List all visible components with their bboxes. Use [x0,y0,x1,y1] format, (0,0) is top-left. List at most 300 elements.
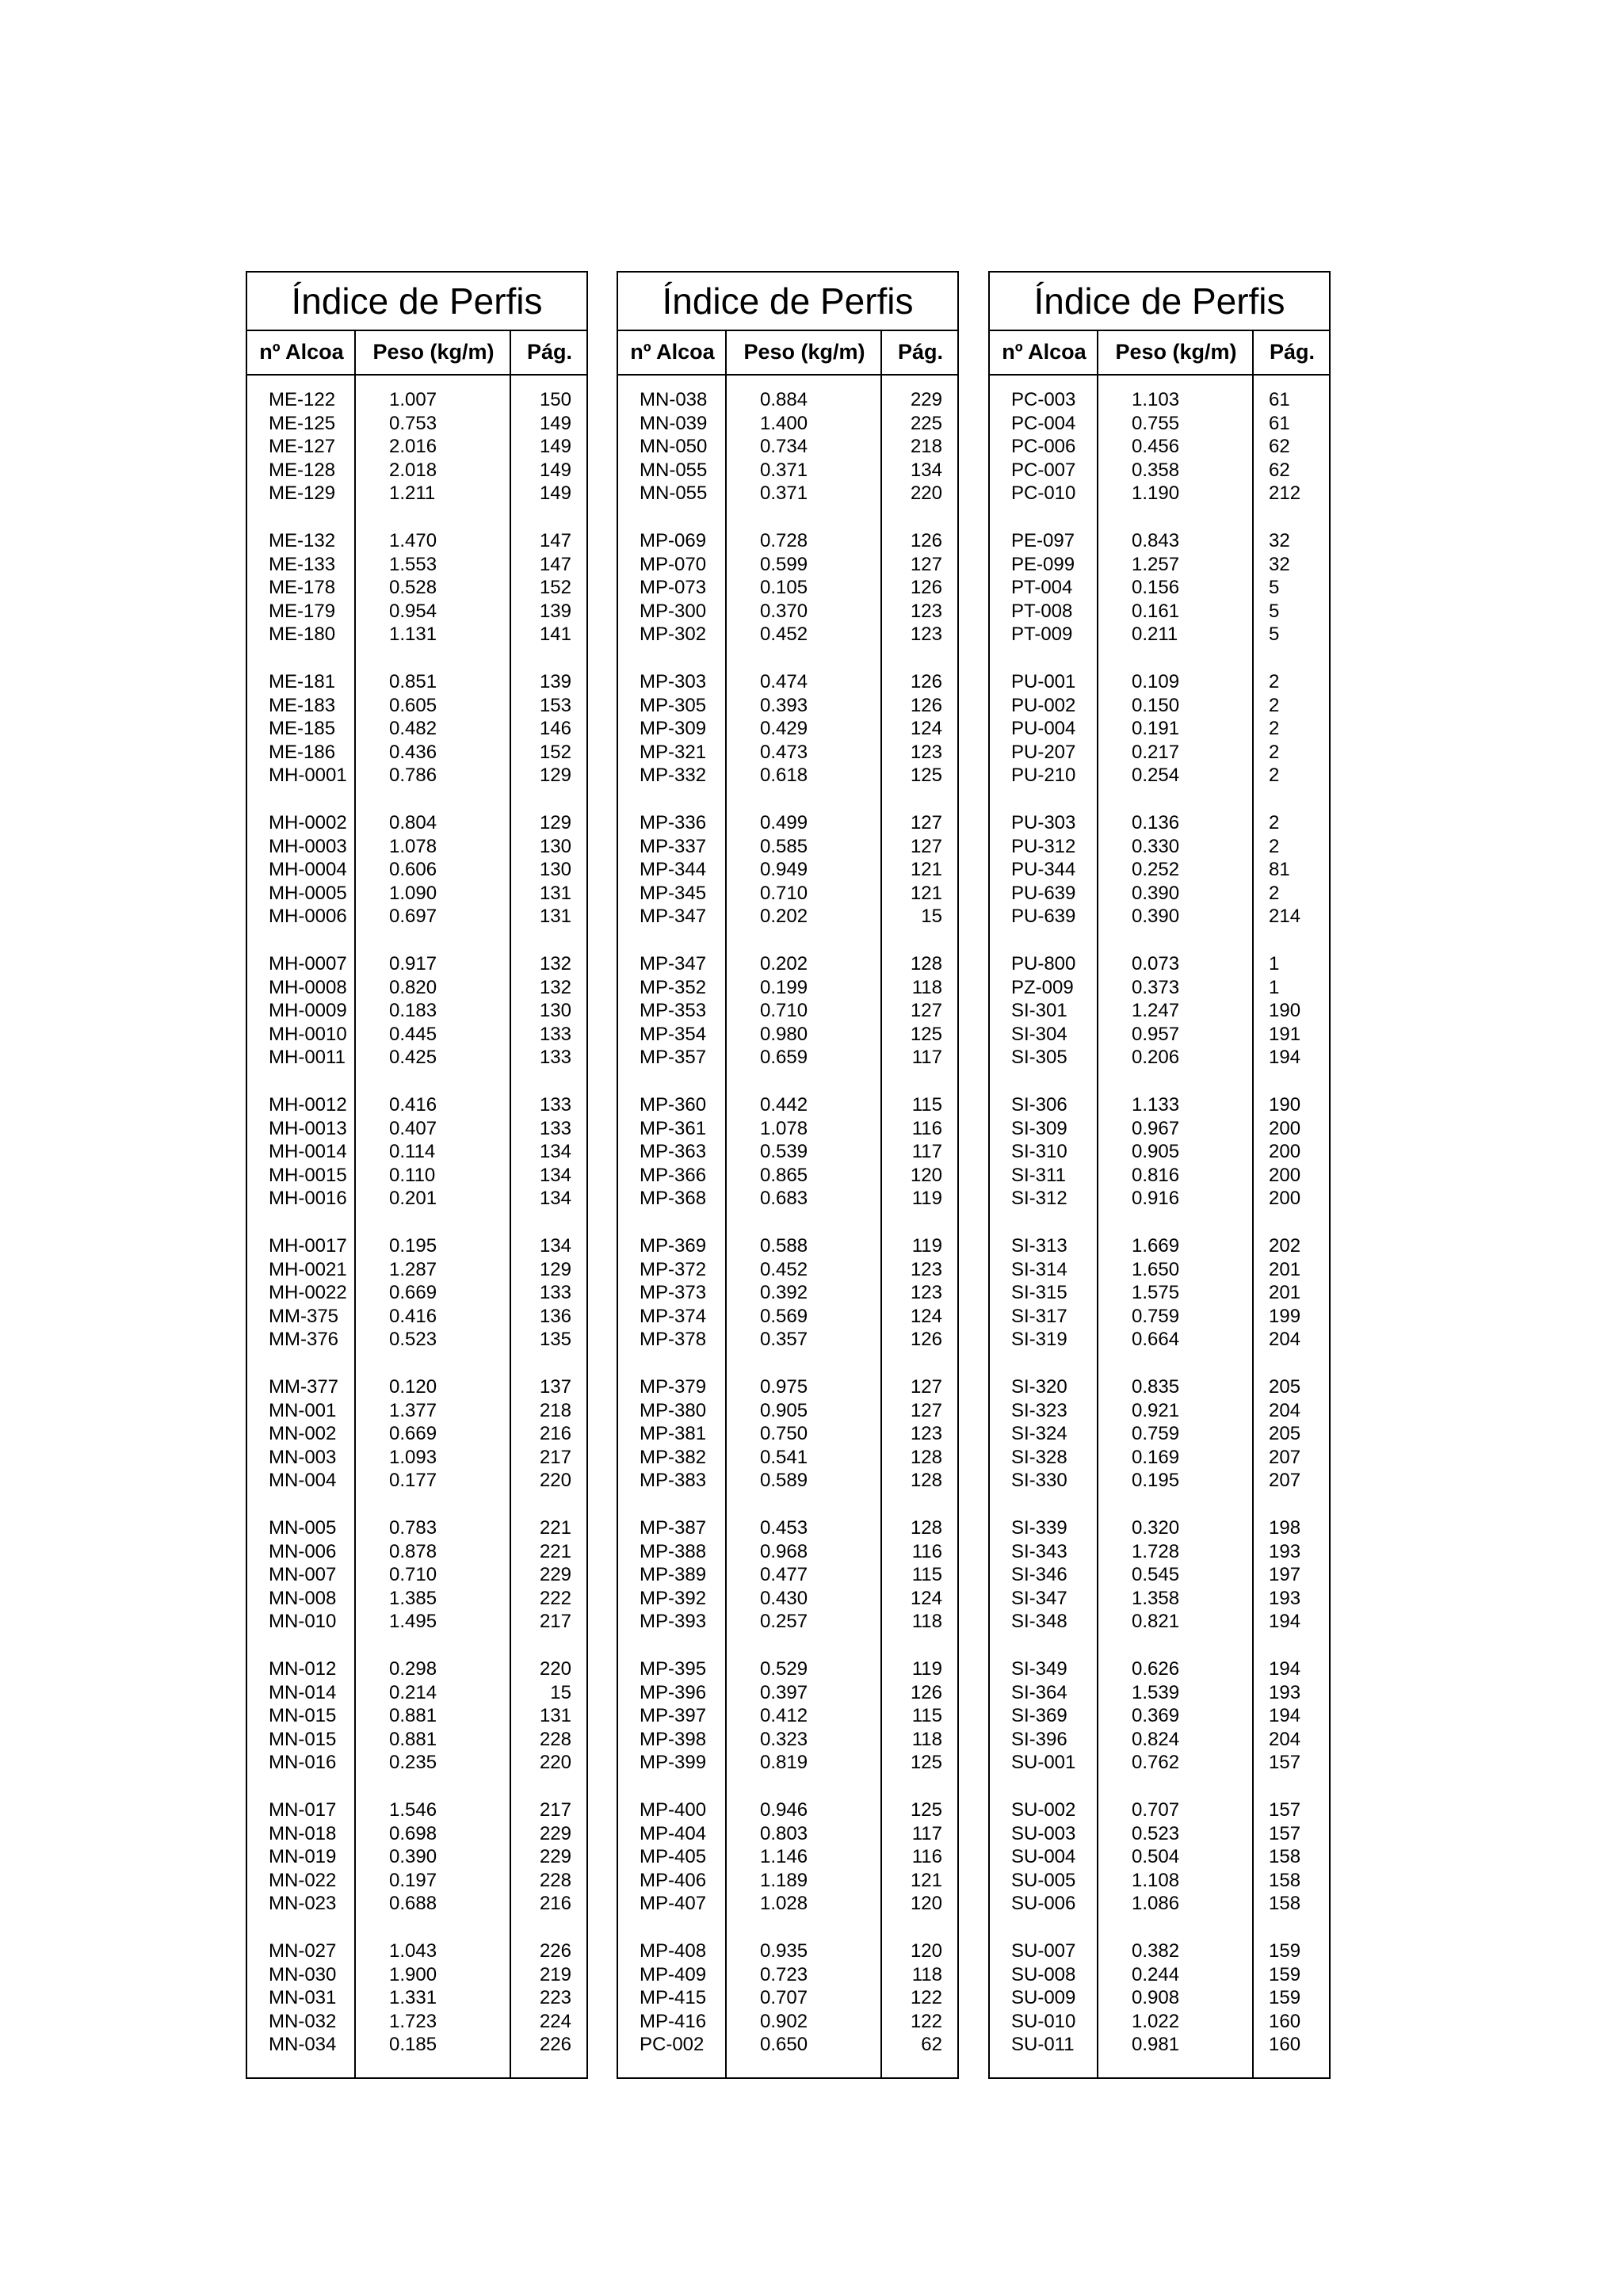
weight-cell: 0.120 [389,1376,437,1398]
page-cell: 194 [1269,1047,1301,1069]
page-cell: 124 [910,718,942,740]
page-cell: 133 [539,1094,571,1116]
page-cell: 216 [539,1893,571,1915]
row-group [990,811,1329,952]
weight-cell: 0.688 [389,1893,437,1915]
table-row [990,1963,1329,1987]
alcoa-number-cell: SI-310 [1011,1141,1067,1163]
weight-cell: 0.728 [760,530,808,551]
weight-cell: 0.109 [1132,671,1180,692]
page-cell: 141 [539,624,571,646]
table-title: Índice de Perfis [247,273,586,331]
weight-cell: 1.028 [760,1893,808,1915]
page-cell: 130 [539,859,571,881]
page-cell: 207 [1269,1446,1301,1468]
alcoa-number-cell: MP-380 [640,1399,707,1421]
alcoa-number-cell: PC-002 [640,2034,705,2056]
page-cell: 201 [1269,1282,1301,1304]
page-cell: 133 [539,1117,571,1139]
row-group [990,1798,1329,1939]
alcoa-number-cell: MP-069 [640,530,707,551]
table-row [990,1469,1329,1493]
table-row [990,1516,1329,1540]
weight-cell: 0.430 [760,1587,808,1609]
page-cell: 229 [539,1822,571,1844]
header-weight: Peso (kg/m) [372,340,495,364]
alcoa-number-cell: SI-319 [1011,1329,1067,1351]
alcoa-number-cell: SI-301 [1011,1000,1067,1022]
weight-cell: 0.323 [760,1728,808,1750]
table-row [247,623,586,646]
page-cell: 124 [910,1305,942,1327]
weight-cell: 0.878 [389,1540,437,1562]
page-cell: 159 [1269,1963,1301,1985]
table-row [990,1140,1329,1164]
page-cell: 126 [910,1329,942,1351]
alcoa-number-cell: MP-387 [640,1517,707,1539]
alcoa-number-cell: MP-300 [640,600,707,622]
alcoa-number-cell: MP-360 [640,1094,707,1116]
weight-cell: 0.416 [389,1305,437,1327]
weight-cell: 0.390 [389,1846,437,1868]
alcoa-number-cell: PZ-009 [1011,976,1074,998]
table-row [618,882,957,906]
page-cell: 2 [1269,718,1280,740]
table-row [247,905,586,929]
weight-cell: 0.968 [760,1540,808,1562]
page-cell: 160 [1269,2010,1301,2032]
page-cell: 157 [1269,1822,1301,1844]
header-alcoa-number: nº Alcoa [630,340,715,364]
weight-cell: 0.804 [389,812,437,833]
weight-cell: 2.016 [389,436,437,458]
page-cell: 126 [910,577,942,599]
weight-cell: 0.539 [760,1141,808,1163]
weight-cell: 1.190 [1132,482,1180,505]
page-cell: 221 [539,1517,571,1539]
alcoa-number-cell: ME-178 [269,577,336,599]
table-body [990,388,1329,2081]
alcoa-number-cell: MP-400 [640,1799,707,1821]
table-header-row [990,330,1329,376]
weight-cell: 1.495 [389,1611,437,1633]
weight-cell: 0.820 [389,976,437,998]
table-row [990,952,1329,976]
alcoa-number-cell: MP-345 [640,882,707,904]
alcoa-number-cell: MN-038 [640,389,708,410]
weight-cell: 0.753 [389,412,437,434]
table-row [618,976,957,1000]
page-cell: 126 [910,530,942,551]
weight-cell: 0.905 [760,1399,808,1421]
row-group [618,388,957,529]
page-cell: 218 [910,436,942,458]
weight-cell: 1.078 [389,835,437,857]
row-group [247,529,586,670]
page-cell: 202 [1269,1235,1301,1257]
page-cell: 134 [910,459,942,481]
alcoa-number-cell: PU-312 [1011,835,1076,857]
weight-cell: 0.599 [760,553,808,575]
weight-cell: 1.086 [1132,1893,1180,1915]
weight-cell: 0.650 [760,2034,808,2056]
row-group [990,670,1329,811]
weight-cell: 0.161 [1132,600,1180,622]
weight-cell: 0.921 [1132,1399,1180,1421]
alcoa-number-cell: PU-004 [1011,718,1076,740]
row-group [618,1234,957,1375]
page-cell: 220 [539,1658,571,1680]
alcoa-number-cell: ME-186 [269,741,336,763]
page-cell: 116 [911,1846,942,1868]
page-cell: 131 [539,1705,571,1727]
weight-cell: 0.150 [1132,694,1180,716]
alcoa-number-cell: SI-314 [1011,1258,1067,1280]
table-row [618,1446,957,1470]
weight-cell: 0.669 [389,1282,437,1304]
page-cell: 127 [910,1376,942,1398]
table-row [247,482,586,505]
alcoa-number-cell: SU-008 [1011,1963,1076,1985]
page-cell: 225 [910,412,942,434]
alcoa-number-cell: SI-323 [1011,1399,1067,1421]
weight-cell: 1.257 [1132,553,1180,575]
page-cell: 149 [539,459,571,481]
alcoa-number-cell: SI-309 [1011,1117,1067,1139]
weight-cell: 0.393 [760,694,808,716]
table-row [247,882,586,906]
alcoa-number-cell: ME-181 [269,671,336,692]
page-cell: 15 [550,1681,571,1703]
weight-cell: 0.390 [1132,882,1180,904]
table-row [990,1093,1329,1117]
row-group [990,952,1329,1093]
alcoa-number-cell: MP-070 [640,553,707,575]
page-cell: 132 [539,976,571,998]
alcoa-number-cell: MP-309 [640,718,707,740]
table-body [618,388,957,2081]
weight-cell: 1.078 [760,1117,808,1139]
weight-cell: 1.650 [1132,1258,1180,1280]
alcoa-number-cell: MN-001 [269,1399,337,1421]
weight-cell: 0.445 [389,1023,437,1045]
weight-cell: 0.397 [760,1681,808,1703]
page-cell: 137 [539,1376,571,1398]
alcoa-number-cell: ME-132 [269,530,336,551]
weight-cell: 0.981 [1132,2034,1180,2056]
row-group [247,952,586,1093]
row-group [990,388,1329,529]
table-row [247,388,586,412]
alcoa-number-cell: ME-129 [269,482,336,505]
row-group [618,1798,957,1939]
alcoa-number-cell: ME-127 [269,436,336,458]
weight-cell: 1.358 [1132,1587,1180,1609]
page-cell: 197 [1269,1564,1301,1586]
alcoa-number-cell: ME-122 [269,389,336,410]
page-cell: 119 [911,1658,942,1680]
alcoa-number-cell: MP-302 [640,624,707,646]
alcoa-number-cell: PU-344 [1011,859,1076,881]
row-group [618,670,957,811]
page-cell: 121 [910,882,942,904]
table-row [247,1093,586,1117]
alcoa-number-cell: MN-005 [269,1517,337,1539]
table-row [618,1610,957,1634]
page-cell: 158 [1269,1893,1301,1915]
weight-cell: 0.759 [1132,1423,1180,1445]
table-row [990,1375,1329,1399]
page-cell: 2 [1269,765,1280,787]
weight-cell: 1.546 [389,1799,437,1821]
alcoa-number-cell: MH-0022 [269,1282,347,1304]
table-row [247,1046,586,1070]
table-row [990,1117,1329,1141]
table-row [990,600,1329,624]
weight-cell: 0.786 [389,765,437,787]
header-alcoa-number: nº Alcoa [259,340,344,364]
table-row [618,1704,957,1728]
weight-cell: 1.103 [1132,389,1180,410]
weight-cell: 0.392 [760,1282,808,1304]
table-row [618,999,957,1023]
weight-cell: 0.843 [1132,530,1180,551]
page-cell: 159 [1269,1987,1301,2009]
page-cell: 115 [911,1564,942,1586]
weight-cell: 0.442 [760,1094,808,1116]
alcoa-number-cell: ME-133 [269,553,336,575]
table-row [990,388,1329,412]
weight-cell: 1.553 [389,553,437,575]
table-row [618,600,957,624]
alcoa-number-cell: MP-347 [640,953,707,974]
page-cell: 125 [910,765,942,787]
weight-cell: 0.710 [760,1000,808,1022]
table-row [618,1892,957,1916]
page-cell: 61 [1269,412,1290,434]
alcoa-number-cell: MP-353 [640,1000,707,1022]
table-row [618,1469,957,1493]
table-row [990,1728,1329,1752]
page-cell: 216 [539,1423,571,1445]
table-row [990,1399,1329,1423]
row-group [990,1657,1329,1798]
weight-cell: 0.452 [760,624,808,646]
page-cell: 200 [1269,1164,1301,1186]
weight-cell: 0.252 [1132,859,1180,881]
table-row [247,1399,586,1423]
weight-cell: 0.835 [1132,1376,1180,1398]
page-cell: 122 [910,2010,942,2032]
weight-cell: 0.664 [1132,1329,1180,1351]
table-row [990,1681,1329,1705]
weight-cell: 0.967 [1132,1117,1180,1139]
alcoa-number-cell: SU-003 [1011,1822,1076,1844]
page-cell: 117 [911,1047,942,1069]
table-row [247,1328,586,1352]
page-cell: 123 [910,1258,942,1280]
weight-cell: 0.199 [760,976,808,998]
page-cell: 134 [539,1188,571,1210]
weight-cell: 1.723 [389,2010,437,2032]
alcoa-number-cell: PU-639 [1011,906,1076,928]
table-row [247,1704,586,1728]
weight-cell: 1.287 [389,1258,437,1280]
alcoa-number-cell: MP-393 [640,1611,707,1633]
alcoa-number-cell: SI-396 [1011,1728,1067,1750]
alcoa-number-cell: MH-0010 [269,1023,347,1045]
table-header-row [247,330,586,376]
weight-cell: 1.400 [760,412,808,434]
page-cell: 229 [539,1564,571,1586]
weight-cell: 1.470 [389,530,437,551]
alcoa-number-cell: SU-005 [1011,1869,1076,1891]
weight-cell: 0.156 [1132,577,1180,599]
weight-cell: 0.588 [760,1235,808,1257]
table-title: Índice de Perfis [618,273,957,331]
row-group [618,1657,957,1798]
page-cell: 121 [910,859,942,881]
weight-cell: 1.247 [1132,1000,1180,1022]
weight-cell: 0.390 [1132,906,1180,928]
weight-cell: 0.755 [1132,412,1180,434]
page-cell: 118 [911,1611,942,1633]
page-cell: 153 [539,694,571,716]
weight-cell: 0.569 [760,1305,808,1327]
table-row [247,1798,586,1822]
table-row [247,835,586,859]
alcoa-number-cell: MP-352 [640,976,707,998]
page-cell: 191 [1269,1023,1301,1045]
alcoa-number-cell: MP-382 [640,1446,707,1468]
table-row [618,1187,957,1211]
alcoa-number-cell: PU-207 [1011,741,1076,763]
table-row [990,1187,1329,1211]
table-row [618,1046,957,1070]
page-cell: 2 [1269,835,1280,857]
table-row [247,858,586,882]
alcoa-number-cell: MP-305 [640,694,707,716]
profile-index-table-1 [246,271,588,2079]
alcoa-number-cell: MP-395 [640,1658,707,1680]
weight-cell: 0.697 [389,906,437,928]
weight-cell: 2.018 [389,459,437,481]
table-row [247,1516,586,1540]
weight-cell: 0.916 [1132,1188,1180,1210]
weight-cell: 0.759 [1132,1305,1180,1327]
weight-cell: 0.529 [760,1658,808,1680]
weight-cell: 0.195 [1132,1470,1180,1492]
weight-cell: 0.504 [1132,1846,1180,1868]
table-row [990,2033,1329,2057]
weight-cell: 0.169 [1132,1446,1180,1468]
alcoa-number-cell: MP-396 [640,1681,707,1703]
weight-cell: 0.499 [760,812,808,833]
page-cell: 134 [539,1235,571,1257]
alcoa-number-cell: PC-010 [1011,482,1076,505]
table-row [618,1164,957,1188]
row-group [618,1516,957,1657]
alcoa-number-cell: PE-097 [1011,530,1075,551]
row-group [618,952,957,1093]
page-cell: 226 [539,1940,571,1962]
table-row [990,1563,1329,1587]
alcoa-number-cell: MP-398 [640,1728,707,1750]
weight-cell: 0.707 [1132,1799,1180,1821]
alcoa-number-cell: ME-128 [269,459,336,481]
alcoa-number-cell: PU-303 [1011,812,1076,833]
page-cell: 157 [1269,1752,1301,1774]
page-cell: 130 [539,835,571,857]
table-row [990,717,1329,741]
row-group [618,529,957,670]
table-row [990,694,1329,718]
page-cell: 150 [539,389,571,410]
page-cell: 200 [1269,1188,1301,1210]
table-row [247,1281,586,1305]
weight-cell: 1.189 [760,1869,808,1891]
row-group [990,529,1329,670]
table-row [618,717,957,741]
table-row [618,1681,957,1705]
weight-cell: 0.946 [760,1799,808,1821]
table-row [618,1563,957,1587]
alcoa-number-cell: MH-0003 [269,835,347,857]
weight-cell: 1.007 [389,389,437,410]
page-cell: 2 [1269,741,1280,763]
table-row [247,553,586,577]
alcoa-number-cell: SI-364 [1011,1681,1067,1703]
alcoa-number-cell: MP-361 [640,1117,707,1139]
table-row [990,999,1329,1023]
table-row [990,1422,1329,1446]
page-cell: 124 [910,1587,942,1609]
page-cell: 217 [539,1799,571,1821]
weight-cell: 1.900 [389,1963,437,1985]
weight-cell: 1.146 [760,1846,808,1868]
weight-cell: 0.217 [1132,741,1180,763]
weight-cell: 0.412 [760,1705,808,1727]
page-cell: 116 [911,1117,942,1139]
table-row [990,1822,1329,1846]
page-cell: 129 [539,765,571,787]
weight-cell: 0.698 [389,1822,437,1844]
weight-cell: 0.257 [760,1611,808,1633]
weight-cell: 1.377 [389,1399,437,1421]
table-row [618,1587,957,1611]
page-cell: 131 [539,882,571,904]
page-cell: 2 [1269,882,1280,904]
alcoa-number-cell: MN-034 [269,2034,337,2056]
weight-cell: 0.723 [760,1963,808,1985]
alcoa-number-cell: ME-180 [269,624,336,646]
page-cell: 81 [1269,859,1290,881]
page-cell: 129 [539,812,571,833]
page-cell: 123 [910,1282,942,1304]
alcoa-number-cell: MN-039 [640,412,708,434]
table-row [618,1258,957,1282]
table-row [247,1540,586,1564]
page-cell: 193 [1269,1681,1301,1703]
weight-cell: 0.884 [760,389,808,410]
weight-cell: 0.105 [760,577,808,599]
weight-cell: 0.957 [1132,1023,1180,1045]
alcoa-number-cell: MN-030 [269,1963,337,1985]
alcoa-number-cell: SU-004 [1011,1846,1076,1868]
weight-cell: 0.183 [389,1000,437,1022]
table-row [247,2033,586,2057]
table-row [990,553,1329,577]
